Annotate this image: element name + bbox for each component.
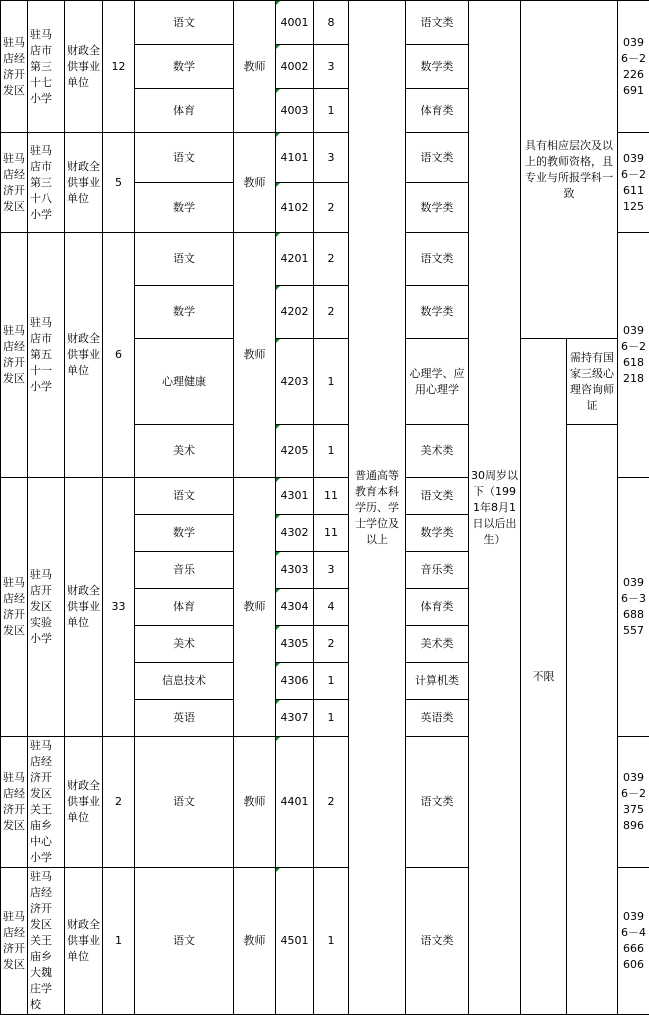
position-code-cell: 4202 (276, 286, 314, 339)
district-cell: 驻马店经济开发区 (1, 868, 28, 1015)
position-code-cell: 4003 (276, 89, 314, 133)
major-cell: 语文类 (406, 868, 469, 1015)
subject-cell: 美术 (135, 425, 234, 478)
school-name-cell: 驻马店市第三十八小学 (28, 133, 65, 233)
subject-cell: 数学 (135, 45, 234, 89)
position-code-cell: 4203 (276, 339, 314, 425)
hire-count-cell: 1 (314, 89, 349, 133)
major-cell: 数学类 (406, 183, 469, 233)
total-count-cell: 33 (103, 478, 135, 737)
major-cell: 数学类 (406, 515, 469, 552)
subject-cell: 数学 (135, 286, 234, 339)
phone-cell: 0396－2611125 (618, 133, 649, 233)
subject-cell: 信息技术 (135, 663, 234, 700)
total-count-cell: 2 (103, 737, 135, 868)
unit-nature-cell: 财政全供事业单位 (65, 133, 103, 233)
hire-count-cell: 1 (314, 339, 349, 425)
major-cell: 音乐类 (406, 552, 469, 589)
major-cell: 语文类 (406, 737, 469, 868)
phone-cell: 0396－2226691 (618, 1, 649, 133)
unit-nature-cell: 财政全供事业单位 (65, 737, 103, 868)
school-name-cell: 驻马店开发区实验小学 (28, 478, 65, 737)
position-code-cell: 4205 (276, 425, 314, 478)
district-cell: 驻马店经济开发区 (1, 478, 28, 737)
teacher-cert-unlimited-cell: 不限 (521, 339, 567, 1015)
table-row (1, 1, 649, 45)
subject-cell: 语文 (135, 1, 234, 45)
position-code-cell: 4002 (276, 45, 314, 89)
hire-count-cell: 1 (314, 868, 349, 1015)
hire-count-cell: 2 (314, 183, 349, 233)
major-cell: 心理学、应用心理学 (406, 339, 469, 425)
position-code-cell: 4306 (276, 663, 314, 700)
position-code-cell: 4102 (276, 183, 314, 233)
phone-cell: 0396－4666606 (618, 868, 649, 1015)
position-cell: 教师 (234, 133, 276, 233)
major-cell: 语文类 (406, 233, 469, 286)
subject-cell: 美术 (135, 626, 234, 663)
subject-cell: 语文 (135, 737, 234, 868)
school-name-cell: 驻马店经济开发区关王庙乡中心小学 (28, 737, 65, 868)
subject-cell: 心理健康 (135, 339, 234, 425)
subject-cell: 体育 (135, 89, 234, 133)
total-count-cell: 12 (103, 1, 135, 133)
hire-count-cell: 3 (314, 45, 349, 89)
district-cell: 驻马店经济开发区 (1, 737, 28, 868)
position-code-cell: 4401 (276, 737, 314, 868)
position-code-cell: 4304 (276, 589, 314, 626)
position-code-cell: 4101 (276, 133, 314, 183)
education-cell: 普通高等教育本科学历、学士学位及以上 (349, 1, 406, 1015)
hire-count-cell: 3 (314, 552, 349, 589)
school-name-cell: 驻马店市第三十七小学 (28, 1, 65, 133)
major-cell: 英语类 (406, 700, 469, 737)
unit-nature-cell: 财政全供事业单位 (65, 1, 103, 133)
subject-cell: 数学 (135, 183, 234, 233)
hire-count-cell: 2 (314, 737, 349, 868)
hire-count-cell: 11 (314, 478, 349, 515)
hire-count-cell: 4 (314, 589, 349, 626)
position-code-cell: 4307 (276, 700, 314, 737)
position-code-cell: 4501 (276, 868, 314, 1015)
major-cell: 语文类 (406, 478, 469, 515)
hire-count-cell: 1 (314, 425, 349, 478)
age-cell: 30周岁以下（1991年8月1日以后出生） (469, 1, 521, 1015)
subject-cell: 英语 (135, 700, 234, 737)
hire-count-cell: 2 (314, 233, 349, 286)
hire-count-cell: 2 (314, 286, 349, 339)
unit-nature-cell: 财政全供事业单位 (65, 233, 103, 478)
position-cell: 教师 (234, 868, 276, 1015)
major-cell: 美术类 (406, 626, 469, 663)
phone-cell: 0396－3688557 (618, 478, 649, 737)
subject-cell: 语文 (135, 478, 234, 515)
unit-nature-cell: 财政全供事业单位 (65, 868, 103, 1015)
position-cell: 教师 (234, 1, 276, 133)
position-cell: 教师 (234, 233, 276, 478)
school-name-cell: 驻马店市第五十一小学 (28, 233, 65, 478)
position-code-cell: 4301 (276, 478, 314, 515)
phone-cell: 0396－2375896 (618, 737, 649, 868)
subject-cell: 体育 (135, 589, 234, 626)
unit-nature-cell: 财政全供事业单位 (65, 478, 103, 737)
hire-count-cell: 11 (314, 515, 349, 552)
hire-count-cell: 2 (314, 626, 349, 663)
hire-count-cell: 1 (314, 663, 349, 700)
district-cell: 驻马店经济开发区 (1, 233, 28, 478)
other-requirement-cell (567, 425, 618, 1015)
district-cell: 驻马店经济开发区 (1, 1, 28, 133)
hire-count-cell: 8 (314, 1, 349, 45)
subject-cell: 音乐 (135, 552, 234, 589)
position-code-cell: 4001 (276, 1, 314, 45)
position-cell: 教师 (234, 737, 276, 868)
major-cell: 体育类 (406, 589, 469, 626)
subject-cell: 数学 (135, 515, 234, 552)
psych-cert-note-cell: 需持有国家三级心理咨询师证 (567, 339, 618, 425)
major-cell: 语文类 (406, 133, 469, 183)
phone-cell: 0396－2618218 (618, 233, 649, 478)
major-cell: 体育类 (406, 89, 469, 133)
subject-cell: 语文 (135, 868, 234, 1015)
total-count-cell: 1 (103, 868, 135, 1015)
position-code-cell: 4201 (276, 233, 314, 286)
hire-count-cell: 1 (314, 700, 349, 737)
major-cell: 美术类 (406, 425, 469, 478)
total-count-cell: 5 (103, 133, 135, 233)
major-cell: 语文类 (406, 1, 469, 45)
subject-cell: 语文 (135, 133, 234, 183)
major-cell: 计算机类 (406, 663, 469, 700)
major-cell: 数学类 (406, 45, 469, 89)
hire-count-cell: 3 (314, 133, 349, 183)
position-cell: 教师 (234, 478, 276, 737)
position-code-cell: 4305 (276, 626, 314, 663)
subject-cell: 语文 (135, 233, 234, 286)
total-count-cell: 6 (103, 233, 135, 478)
position-code-cell: 4303 (276, 552, 314, 589)
position-code-cell: 4302 (276, 515, 314, 552)
district-cell: 驻马店经济开发区 (1, 133, 28, 233)
school-name-cell: 驻马店经济开发区关王庙乡大魏庄学校 (28, 868, 65, 1015)
major-cell: 数学类 (406, 286, 469, 339)
qualification-cell: 具有相应层次及以上的教师资格，且专业与所报学科一致 (521, 1, 618, 339)
